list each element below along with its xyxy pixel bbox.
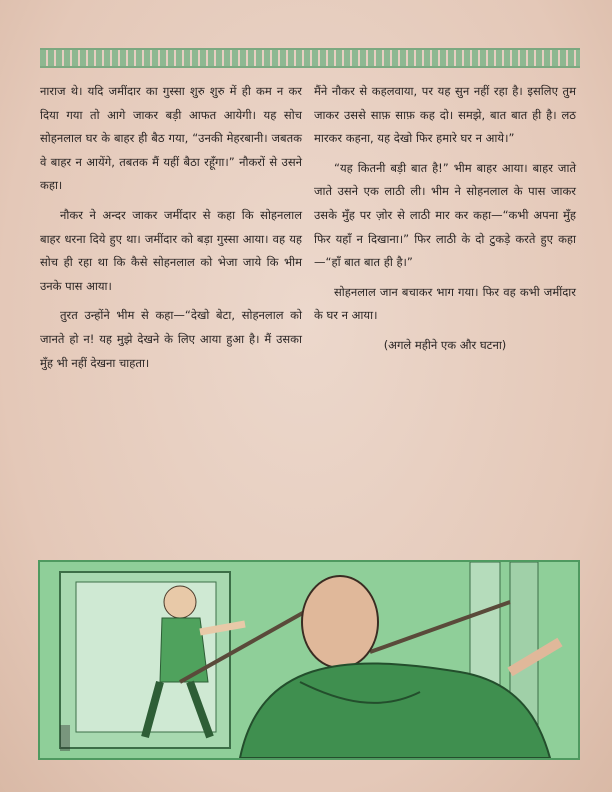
boy-head bbox=[164, 586, 196, 618]
paragraph: नौकर ने अन्दर जाकर जमींदार से कहा कि सोहनलाल बाहर धरना दिये हुए था। जमींदार को बड़ा गुस्सा आया। वह यह सोच ही रहा था कि कैसे सोहनलाल को भेजा जाये कि भीम उनके पास आया। bbox=[40, 207, 302, 293]
paragraph: “यह कितनी बड़ी बात है!” भीम बाहर आया। बाहर जाते जाते उसने एक लाठी ली। भीम ने सोहनलाल के पास जाकर उसके मुँह पर ज़ोर से लाठी मार कर कहा—“कभी अपना मुँह फिर यहाँ न दिखाना।” फिर लाठी के दो टुकड़े करते हुए कहा—“हाँ बात बात ही है।” bbox=[314, 160, 576, 270]
printer-mark bbox=[60, 725, 70, 751]
text-column-right bbox=[314, 80, 576, 364]
paragraph: मैंने नौकर से कहलवाया, पर यह सुन नहीं रहा है। इसलिए तुम जाकर उससे साफ़ साफ़ कह दो। समझे, बात बात ही है। लठ मारकर कहना, यह देखो फिर हमारे घर न आये।” bbox=[314, 84, 576, 146]
story-illustration bbox=[38, 560, 580, 760]
paragraph: नाराज थे। यदि जमींदार का गुस्सा शुरु शुरु में ही कम न कर दिया गया तो आगे जाकर बड़ी आफत आयेगी। यह सोच सोहनलाल घर के बाहर ही बैठ गया, “उनकी मेहरबानी। जबतक वे बाहर न आयेंगे, तबतक मैं यहीं बैठा रहूँगा।” नौकरों से उसने कहा। bbox=[40, 84, 302, 193]
text-column-left bbox=[40, 80, 302, 381]
paragraph: सोहनलाल जान बचाकर भाग गया। फिर वह कभी जमींदार के घर न आया। bbox=[314, 284, 576, 323]
paragraph: तुरत उन्होंने भीम से कहा—“देखो बेटा, सोहनलाल को जानते हो न! यह मुझे देखने के लिए आया हुआ है। मैं उसका मुँह भी नहीं देखना चाहता। bbox=[40, 308, 302, 370]
footer-note: (अगले महीने एक और घटना) bbox=[383, 337, 507, 352]
man-head bbox=[302, 576, 378, 668]
decorative-border bbox=[40, 48, 580, 68]
illustration-svg bbox=[40, 562, 578, 758]
